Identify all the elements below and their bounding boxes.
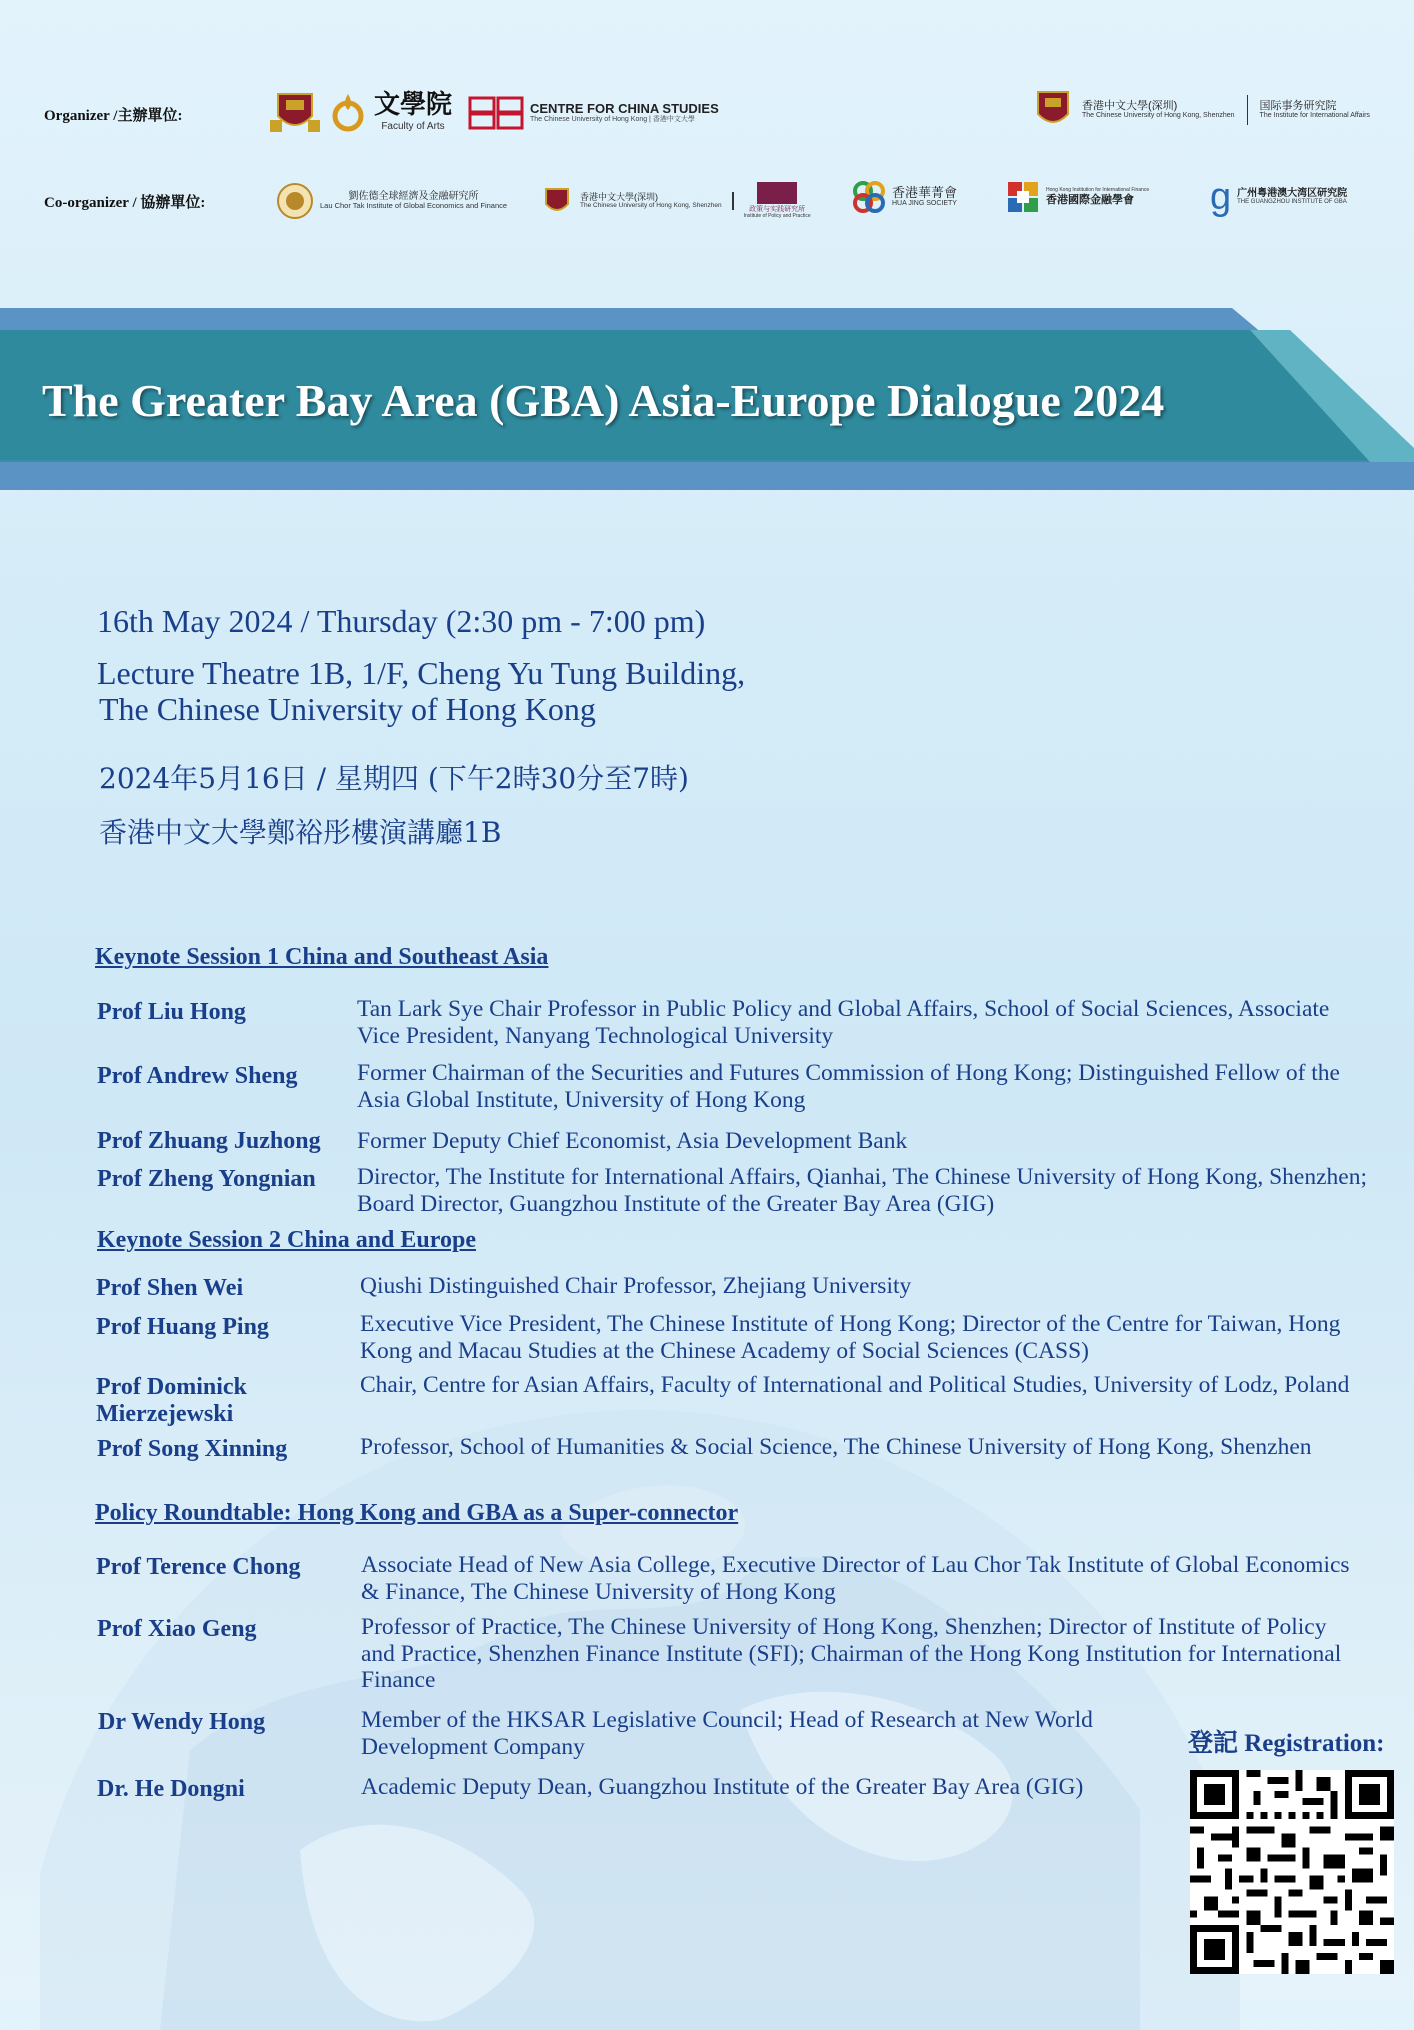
speaker-name: Prof Song Xinning [97, 1436, 288, 1462]
cuhk-crest-icon [268, 90, 322, 134]
event-date-cn: 2024年5月16日 / 星期四 (下午2時30分至7時) [99, 762, 689, 795]
event-venue-cn: 香港中文大學鄭裕彤樓演講廳1B [99, 816, 502, 849]
cuhksz-crest-small-icon [540, 186, 574, 216]
registration-qr-code[interactable] [1190, 1770, 1394, 1974]
ipp-en: Institute of Policy and Practice [743, 213, 811, 220]
speaker-name: Prof Huang Ping [96, 1314, 269, 1340]
event-date-en: 16th May 2024 / Thursday (2:30 pm - 7:00 pm) [97, 603, 706, 639]
faculty-of-arts-en: Faculty of Arts [381, 121, 445, 133]
hua-jing-emblem-icon [852, 180, 886, 214]
speaker-name: Prof Shen Wei [96, 1275, 244, 1301]
hua-jing-cn: 香港華菁會 [892, 184, 958, 200]
centre-china-studies-icon [468, 96, 524, 130]
speaker-description: Qiushi Distinguished Chair Professor, Zhejiang University [360, 1273, 912, 1299]
gig-cn: 广州粤港澳大湾区研究院 [1237, 187, 1348, 199]
speaker-name: Prof Terence Chong [96, 1554, 301, 1580]
iia-name-cn: 国际事务研究院 [1259, 99, 1337, 112]
faculty-arts-emblem-icon [328, 90, 368, 134]
gig-en: THE GUANGZHOU INSTITUTE OF GBA [1237, 199, 1347, 206]
cuhksz-crest-icon [1030, 88, 1076, 132]
hkiif-logo [1006, 180, 1149, 214]
cuhksz-co-cn: 香港中文大學(深圳) [580, 191, 658, 202]
speaker-description: Associate Head of New Asia College, Executive Director of Lau Chor Tak Institute of Global Economics & Finance, The Chinese University of Hong Kong [361, 1552, 1350, 1605]
session-title: Policy Roundtable: Hong Kong and GBA as a Super-connector [95, 1500, 739, 1526]
speaker-description: Member of the HKSAR Legislative Council; Head of Research at New World Development Company [361, 1707, 1093, 1760]
session-title: Keynote Session 2 China and Europe [97, 1227, 476, 1253]
coorganizer-label: Co-organizer / 協辦單位: [44, 195, 206, 211]
speaker-name: Prof Zheng Yongnian [97, 1166, 316, 1192]
organizer-label: Organizer /主辦單位: [44, 108, 183, 124]
cuhksz-ipp-logo [540, 182, 811, 220]
ipp-cn: 政策与实践研究所 [749, 206, 806, 213]
speaker-name: Prof Andrew Sheng [97, 1063, 298, 1089]
lau-chor-tak-en: Lau Chor Tak Institute of Global Economics and Finance [320, 201, 508, 211]
gig-logo [1210, 178, 1347, 216]
speaker-description: Former Chairman of the Securities and Futures Commission of Hong Kong; Distinguished Fellow of the Asia Global Institute, University of Hong Kong [357, 1060, 1340, 1113]
iia-name-en: The Institute for International Affairs [1259, 112, 1370, 120]
lau-chor-tak-emblem-icon [276, 182, 314, 220]
speaker-description: Academic Deputy Dean, Guangzhou Institute of the Greater Bay Area (GIG) [361, 1774, 1084, 1800]
faculty-of-arts-cn: 文學院 [374, 90, 453, 121]
ipp-emblem-icon [757, 182, 797, 204]
lau-chor-tak-logo [276, 182, 507, 220]
hkiif-cn: 香港國際金融學會 [1046, 193, 1134, 206]
centre-china-studies-logo [468, 96, 719, 130]
session-title: Keynote Session 1 China and Southeast Asia [95, 944, 549, 970]
speaker-name: Prof Xiao Geng [97, 1616, 257, 1642]
event-title: The Greater Bay Area (GBA) Asia-Europe Dialogue 2024 [42, 375, 1165, 426]
centre-name: CENTRE FOR CHINA STUDIES [530, 100, 719, 116]
speaker-name: Prof Zhuang Juzhong [97, 1128, 321, 1154]
speaker-name: Prof Dominick Mierzejewski [96, 1374, 247, 1427]
speaker-description: Executive Vice President, The Chinese Institute of Hong Kong; Director of the Centre for Taiwan, Hong Kong and Macau Studies at the Chinese Academy of Social Sciences (CASS) [360, 1311, 1341, 1364]
cuhk-logo [268, 90, 452, 134]
cuhksz-co-en: The Chinese University of Hong Kong, Shenzhen [580, 202, 722, 210]
centre-subtitle: The Chinese University of Hong Kong | 香港中文大學 [530, 116, 695, 124]
hua-jing-logo [852, 180, 957, 214]
registration-label: 登記 Registration: [1188, 1730, 1385, 1757]
hkiif-emblem-icon [1006, 180, 1040, 214]
cuhksz-name-en: The Chinese University of Hong Kong, Shenzhen [1082, 112, 1235, 120]
event-venue-en-line2: The Chinese University of Hong Kong [99, 691, 596, 727]
logo-divider [1247, 95, 1248, 125]
speaker-name: Prof Liu Hong [97, 999, 246, 1025]
event-venue-en-line1: Lecture Theatre 1B, 1/F, Cheng Yu Tung Building, [97, 655, 746, 691]
speaker-description: Tan Lark Sye Chair Professor in Public Policy and Global Affairs, School of Social Sciences, Associate Vice President, Nanyang Technological University [357, 996, 1330, 1049]
lau-chor-tak-cn: 劉佐德全球經濟及金融研究所 [348, 190, 479, 202]
speaker-description: Director, The Institute for International Affairs, Qianhai, The Chinese University of Hong Kong, Shenzhen; Board Director, Guangzhou Institute of the Greater Bay Area (GIG) [357, 1164, 1367, 1217]
speaker-name: Dr. He Dongni [97, 1776, 245, 1802]
speaker-description: Professor of Practice, The Chinese University of Hong Kong, Shenzhen; Director of Institute of Policy and Practice, Shenzhen Finance Institute (SFI); Chairman of the Hong Kong Institution for International Finance [361, 1614, 1342, 1694]
speaker-description: Former Deputy Chief Economist, Asia Development Bank [357, 1128, 908, 1154]
hua-jing-en: HUA JING SOCIETY [892, 200, 957, 208]
speaker-description: Professor, School of Humanities & Social Science, The Chinese University of Hong Kong, Shenzhen [360, 1434, 1312, 1460]
cuhksz-name-cn: 香港中文大學(深圳) [1082, 99, 1178, 112]
cuhksz-iia-logo [1030, 88, 1370, 132]
hkiif-en: Hong Kong Institution for International Finance [1046, 186, 1150, 193]
speaker-name: Dr Wendy Hong [98, 1709, 266, 1735]
speaker-description: Chair, Centre for Asian Affairs, Faculty of International and Political Studies, University of Lodz, Poland [360, 1372, 1350, 1398]
gig-emblem-icon: g [1210, 176, 1232, 218]
logo-divider [732, 192, 734, 210]
